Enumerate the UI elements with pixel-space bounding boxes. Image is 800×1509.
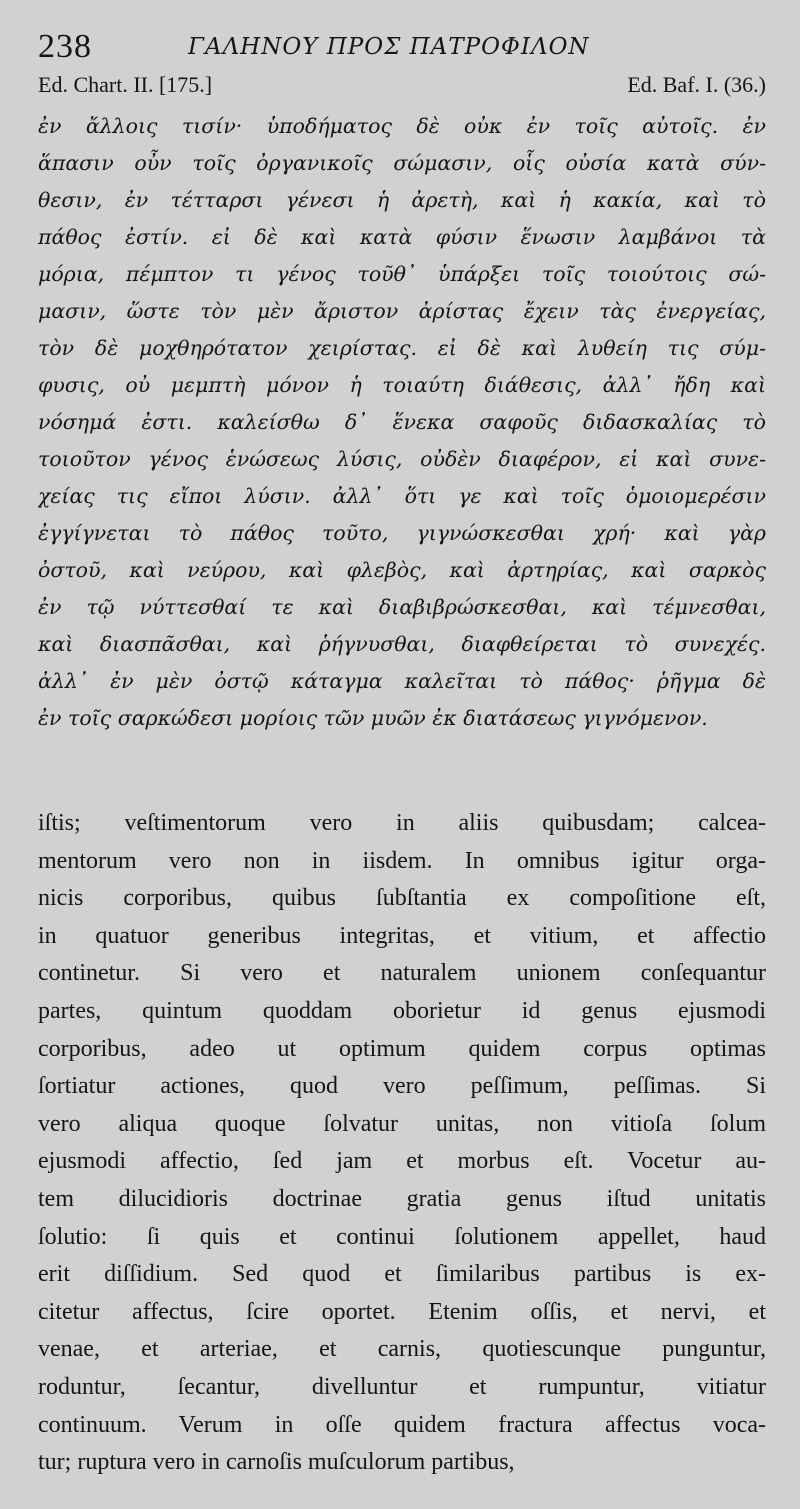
latin-line: tem dilucidioris doctrinae gratia genus iſtud unitatis [38, 1185, 766, 1212]
latin-line: tur; ruptura vero in carnoſis muſculorum partibus, [38, 1449, 515, 1476]
latin-line: partes, quintum quoddam oborietur id genus ejusmodi [38, 997, 766, 1024]
latin-line: ſolutio: ſi quis et continui ſolutionem appellet, haud [38, 1223, 766, 1250]
latin-line: continuum. Verum in oſſe quidem fractura affectus voca- [38, 1411, 766, 1438]
latin-line: mentorum vero non in iisdem. In omnibus igitur orga- [38, 847, 766, 874]
greek-line: καὶ διασπᾶσθαι, καὶ ῥήγνυσθαι, διαφθείρεται τὸ συνεχές. [38, 632, 766, 656]
greek-line: φυσις, οὐ μεμπτὴ μόνον ἡ τοιαύτη διάθεσις, ἀλλ᾽ ἤδη καὶ [38, 373, 766, 397]
greek-line: ἐγγίγνεται τὸ πάθος τοῦτο, γιγνώσκεσθαι χρή· καὶ γὰρ [38, 521, 766, 545]
latin-line: continetur. Si vero et naturalem unionem conſequantur [38, 960, 766, 987]
greek-line: μόρια, πέμπτον τι γένος τοῦθ᾽ ὑπάρξει τοῖς τοιούτοις σώ- [38, 262, 766, 286]
edition-basel-reference: Ed. Baf. I. (36.) [627, 72, 766, 97]
latin-line: in quatuor generibus integritas, et vitium, et affectio [38, 922, 766, 949]
greek-line: ὀστοῦ, καὶ νεύρου, καὶ φλεβὸς, καὶ ἀρτηρίας, καὶ σαρκὸς [38, 558, 766, 582]
latin-line: ejusmodi affectio, ſed jam et morbus eſt. Vocetur au- [38, 1148, 766, 1175]
running-title: ΓΑΛΗΝΟΥ ΠΡΟΣ ΠΑΤΡΟΦΙΛΟΝ [188, 34, 590, 60]
greek-line: τοιοῦτον γένος ἑνώσεως λύσις, οὐδὲν διαφέρον, εἰ καὶ συνε- [38, 447, 766, 471]
greek-line: ἐν τῷ νύττεσθαί τε καὶ διαβιβρώσκεσθαι, καὶ τέμνεσθαι, [38, 595, 766, 619]
greek-line: τὸν δὲ μοχθηρότατον χειρίστας. εἰ δὲ καὶ λυθείη τις σύμ- [38, 336, 766, 360]
page-header [38, 28, 778, 68]
greek-line: χείας τις εἴποι λύσιν. ἀλλ᾽ ὅτι γε καὶ τοῖς ὁμοιομερέσιν [38, 484, 766, 508]
latin-line: roduntur, ſecantur, divelluntur et rumpuntur, vitiatur [38, 1373, 766, 1400]
greek-line: ἅπασιν οὖν τοῖς ὀργανικοῖς σώμασιν, οἷς οὐσία κατὰ σύν- [38, 151, 766, 175]
greek-line: νόσημά ἐστι. καλείσθω δ᾽ ἕνεκα σαφοῦς διδασκαλίας τὸ [38, 410, 766, 434]
latin-line: iſtis; veſtimentorum vero in aliis quibusdam; calcea- [38, 810, 766, 836]
latin-line: citetur affectus, ſcire oportet. Etenim oſſis, et nervi, et [38, 1298, 766, 1325]
latin-line: nicis corporibus, quibus ſubſtantia ex compoſitione eſt, [38, 885, 766, 912]
latin-line: ſortiatur actiones, quod vero peſſimum, peſſimas. Si [38, 1073, 766, 1100]
latin-line: vero aliqua quoque ſolvatur unitas, non vitioſa ſolum [38, 1110, 766, 1137]
latin-line: venae, et arteriae, et carnis, quotiescunque punguntur, [38, 1336, 766, 1363]
edition-chart-reference: Ed. Chart. II. [175.] [38, 72, 213, 97]
latin-line: corporibus, adeo ut optimum quidem corpus optimas [38, 1035, 766, 1062]
greek-line: ἐν ἄλλοις τισίν· ὑποδήματος δὲ οὐκ ἐν τοῖς αὐτοῖς. ἐν [38, 114, 766, 138]
page-number: 238 [38, 28, 92, 65]
latin-translation-block [38, 805, 766, 1482]
latin-line: erit diſſidium. Sed quod et ſimilaribus partibus is ex- [38, 1261, 766, 1288]
edition-reference-line [38, 72, 766, 102]
greek-line: ἐν τοῖς σαρκώδεσι μορίοις τῶν μυῶν ἐκ διατάσεως γιγνόμενον. [38, 706, 708, 730]
greek-line: θεσιν, ἐν τέτταρσι γένεσι ἡ ἀρετὴ, καὶ ἡ κακία, καὶ τὸ [38, 188, 766, 212]
greek-text-block [38, 108, 766, 737]
greek-line: πάθος ἐστίν. εἰ δὲ καὶ κατὰ φύσιν ἕνωσιν λαμβάνοι τὰ [38, 225, 766, 249]
greek-line: μασιν, ὥστε τὸν μὲν ἄριστον ἀρίστας ἔχειν τὰς ἐνεργείας, [38, 299, 766, 323]
greek-line: ἀλλ᾽ ἐν μὲν ὀστῷ κάταγμα καλεῖται τὸ πάθος· ῥῆγμα δὲ [38, 669, 766, 693]
